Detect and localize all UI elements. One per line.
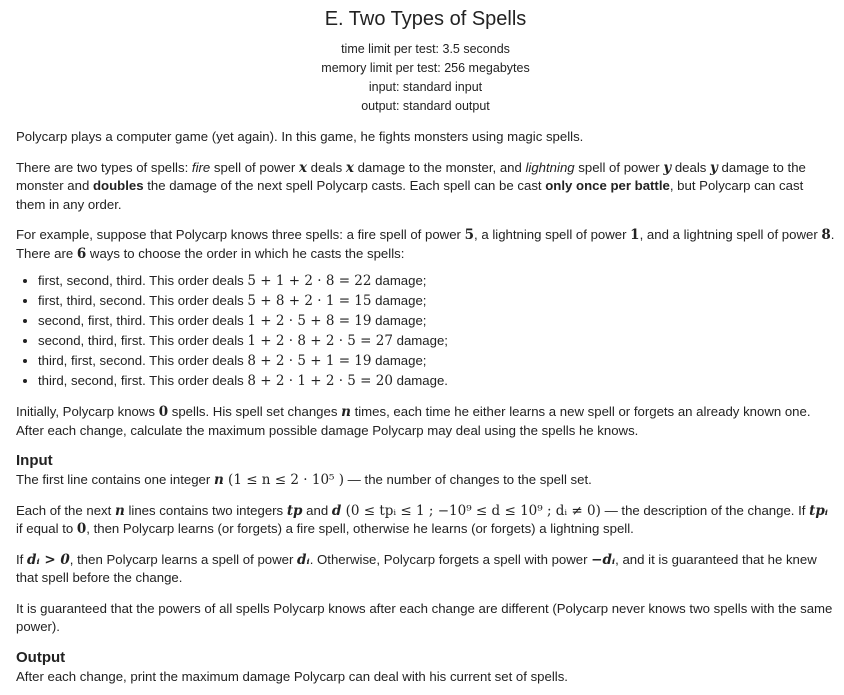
limits-block (16, 40, 835, 116)
list-item: • second, third, first. This order deals 1 + 2 · 8 + 2 · 5 = 27 damage; (38, 331, 835, 351)
input-spec: input: standard input (368, 80, 483, 94)
spell-types-paragraph: There are two types of spells: fire spell of power x deals x damage to the monster, and lightning spell of power y deals y damage to the monster and doubles the damage of the next spell Polycarp casts. Each spell can be cast only once per battle, but Polycarp can cast them in any order. (16, 159, 806, 212)
output-spec: output: standard output (361, 99, 490, 113)
time-limit: time limit per test: 3.5 seconds (341, 42, 510, 56)
input-heading: Input (16, 452, 53, 469)
output-heading: Output (16, 648, 66, 666)
input-paragraph-4: It is guaranteed that the powers of all spells Polycarp knows after each change are different (Polycarp never knows two spells with the same power). (16, 600, 833, 634)
input-paragraph-1: The first line contains one integer n (1 ≤ n ≤ 2 · 10⁵ ) — the number of changes to the spell set. (16, 472, 592, 488)
list-item: • third, first, second. This order deals 8 + 2 · 5 + 1 = 19 damage; (38, 351, 835, 371)
output-paragraph: After each change, print the maximum damage Polycarp can deal with his current set of spells. (16, 668, 568, 684)
list-item: • first, second, third. This order deals 5 + 1 + 2 · 8 = 22 damage; (38, 271, 835, 291)
initially-paragraph: Initially, Polycarp knows 0 spells. His spell set changes n times, each time he either learns a new spell or forgets an already known one. After each change, calculate the maximum possible damage Polycarp may deal using the spells he knows. (16, 404, 811, 438)
input-paragraph-3: If dᵢ > 0, then Polycarp learns a spell of power dᵢ. Otherwise, Polycarp forgets a spell with power −dᵢ, and it is guaranteed that he knew that spell before the change. (16, 551, 817, 585)
list-item: • second, first, third. This order deals 1 + 2 · 5 + 8 = 19 damage; (38, 311, 835, 331)
list-item: • third, second, first. This order deals 8 + 2 · 1 + 2 · 5 = 20 damage. (38, 371, 835, 391)
intro-paragraph: Polycarp plays a computer game (yet again). In this game, he fights monsters using magic spells. (16, 129, 584, 144)
orders-list (16, 271, 835, 391)
problem-title: E. Two Types of Spells (324, 8, 527, 30)
list-item: • first, third, second. This order deals 5 + 8 + 2 · 1 = 15 damage; (38, 291, 835, 311)
example-paragraph: For example, suppose that Polycarp knows three spells: a fire spell of power 5, a lightning spell of power 1, and a lightning spell of power 8. There are 6 ways to choose the order in which he casts the spells: (16, 227, 835, 262)
memory-limit: memory limit per test: 256 megabytes (321, 61, 530, 75)
input-paragraph-2: Each of the next n lines contains two integers tp and d (0 ≤ tpᵢ ≤ 1 ; −10⁹ ≤ d ≤ 10⁹ ; dᵢ ≠ 0) — the description of the change. If tpᵢ if equal to 0, then Polycarp learns (or forgets) a fire spell, otherwise he learns (or forgets) a lightning spell. (16, 502, 829, 537)
